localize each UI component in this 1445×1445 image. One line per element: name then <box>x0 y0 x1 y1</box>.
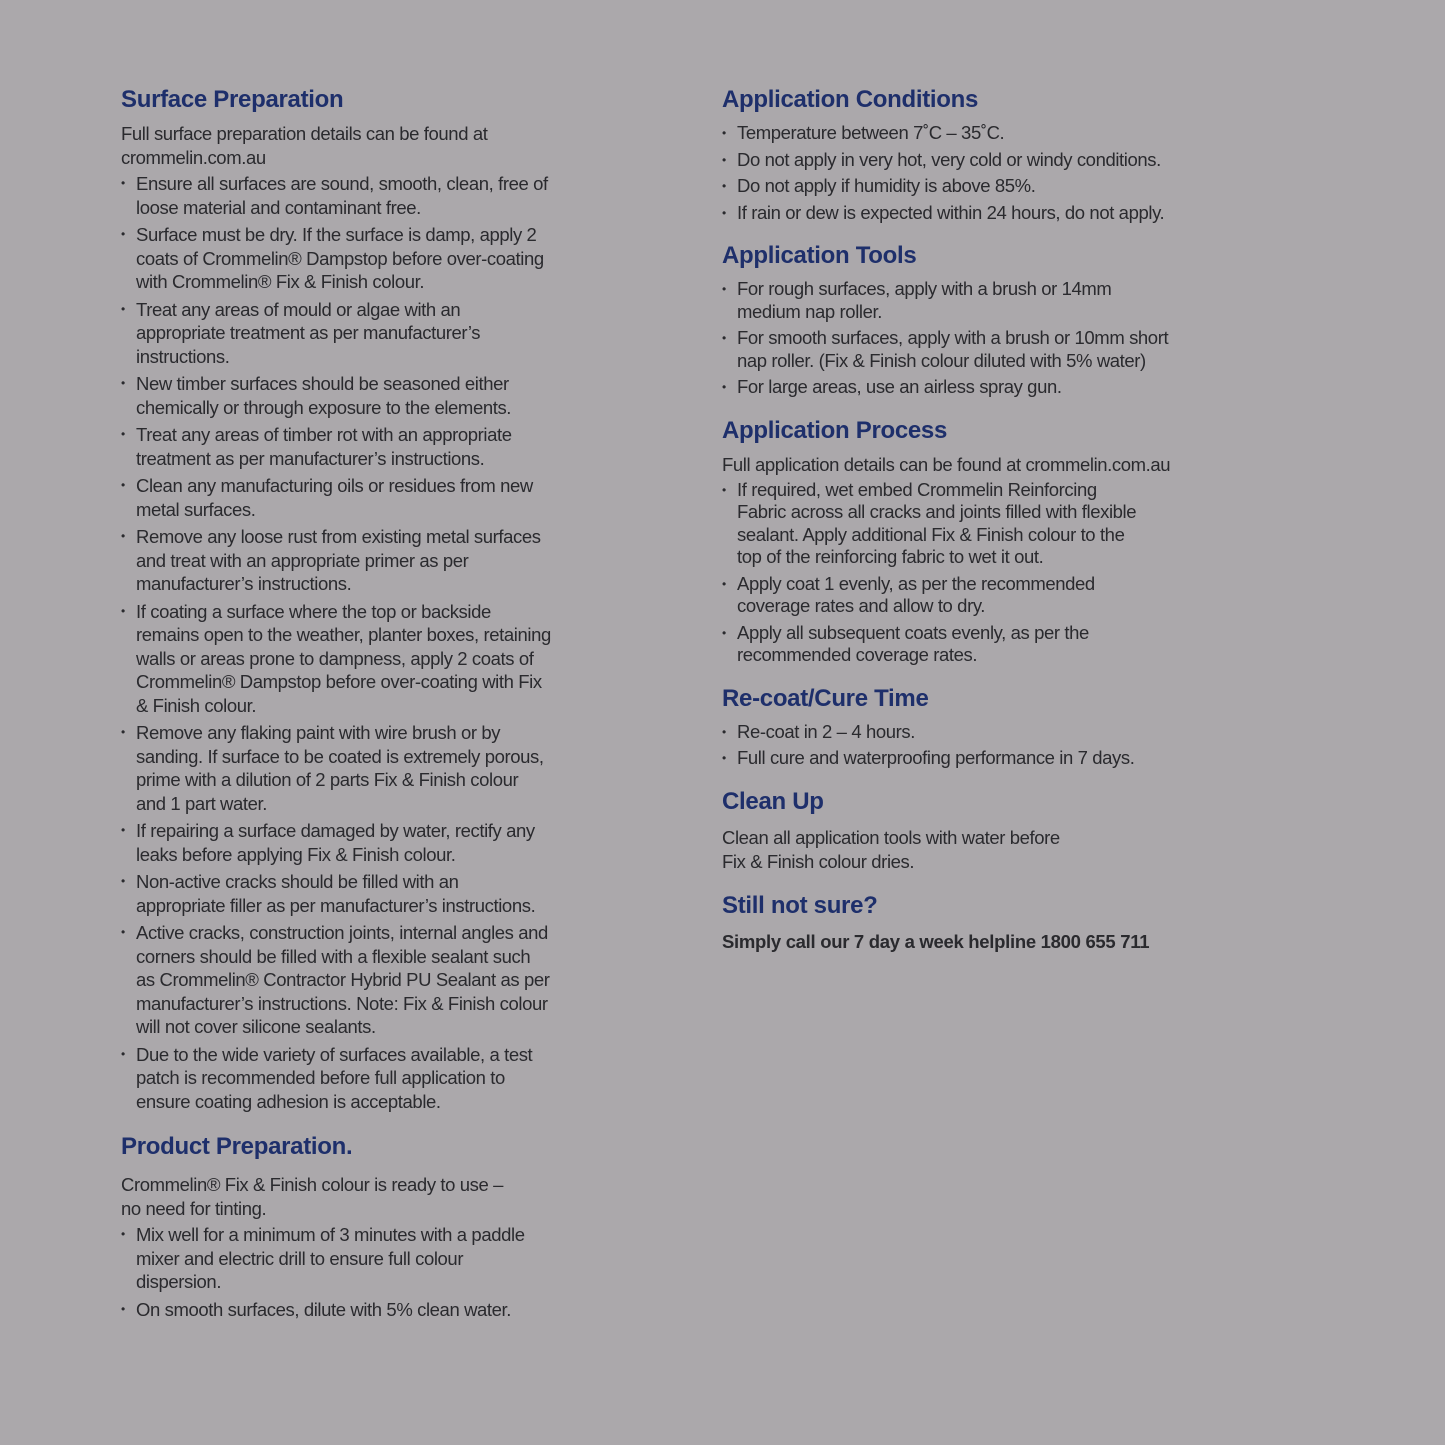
list-item-text: Mix well for a minimum of 3 minutes with a paddle mixer and electric drill to ensure full colour dispersion. <box>136 1224 525 1292</box>
support-section <box>722 890 1182 954</box>
bullet-icon: • <box>121 227 125 241</box>
bullet-icon: • <box>121 603 125 618</box>
recoat-cure-section <box>722 683 1182 770</box>
bullet-icon: • <box>722 576 726 591</box>
list-item-text: Re-coat in 2 – 4 hours. <box>737 720 915 742</box>
list-item-text: If rain or dew is expected within 24 hours, do not apply. <box>737 201 1165 223</box>
list-item <box>121 223 551 294</box>
bullet-icon: • <box>121 874 125 888</box>
surface-preparation-section <box>121 84 551 1113</box>
list-item-text: Ensure all surfaces are sound, smooth, clean, free of loose material and contaminant free. <box>136 173 548 218</box>
surface-preparation-list <box>121 172 551 1113</box>
application-tools-list <box>722 278 1172 399</box>
list-item <box>722 479 1147 569</box>
list-item-text: Surface must be dry. If the surface is damp, apply 2 coats of Crommelin® Dampstop before over-coating with Crommelin® Fix & Finish colour. <box>136 224 544 292</box>
list-item <box>121 474 551 521</box>
clean-up-section <box>722 786 1182 874</box>
surface-preparation-heading: Surface Preparation <box>121 86 344 113</box>
bullet-icon: • <box>121 1227 125 1241</box>
bullet-icon: • <box>722 724 726 739</box>
clean-up-heading: Clean Up <box>722 787 824 815</box>
bullet-icon: • <box>121 925 125 939</box>
product-preparation-heading: Product Preparation. <box>121 1133 353 1160</box>
bullet-icon: • <box>121 1046 125 1061</box>
list-item <box>722 278 1172 323</box>
list-item-text: Apply coat 1 evenly, as per the recommended coverage rates and allow to dry. <box>737 572 1095 616</box>
list-item <box>121 721 551 815</box>
list-item <box>722 376 1172 399</box>
application-conditions-section <box>722 84 1182 224</box>
bullet-icon: • <box>121 725 125 739</box>
list-item-text: Active cracks, construction joints, internal angles and corners should be filled with a flexible sealant such as Crommelin® Contractor Hybrid PU Sealant as per manufacturer’s instructions. Note: Fix & Finish colour will not cover silicone sealants. <box>136 922 550 1037</box>
bullet-icon: • <box>722 751 726 765</box>
list-item <box>722 573 1147 618</box>
list-item-text: Non-active cracks should be filled with an appropriate filler as per manufacturer’s instructions. <box>136 871 536 916</box>
application-tools-heading: Application Tools <box>722 242 917 269</box>
list-item <box>121 423 551 470</box>
recoat-cure-heading: Re-coat/Cure Time <box>722 684 929 712</box>
list-item-text: For smooth surfaces, apply with a brush or 10mm short nap roller. (Fix & Finish colour diluted with 5% water) <box>737 327 1169 371</box>
list-item-text: New timber surfaces should be seasoned either chemically or through exposure to the elements. <box>136 373 512 418</box>
list-item <box>121 172 551 219</box>
list-item-text: Due to the wide variety of surfaces available, a test patch is recommended before full application to ensure coating adhesion is acceptable. <box>136 1043 533 1112</box>
list-item <box>722 327 1172 372</box>
list-item-text: Apply all subsequent coats evenly, as per the recommended coverage rates. <box>737 621 1089 665</box>
bullet-icon: • <box>121 376 125 390</box>
application-process-intro: Full application details can be found at crommelin.com.au <box>722 453 1171 475</box>
list-item <box>121 1043 551 1114</box>
application-process-heading: Application Process <box>722 416 948 444</box>
list-item <box>121 298 551 369</box>
application-process-list <box>722 479 1147 667</box>
bullet-icon: • <box>121 301 125 316</box>
list-item-text: For rough surfaces, apply with a brush or 14mm medium nap roller. <box>737 278 1112 322</box>
left-column <box>121 84 551 1339</box>
list-item-text: Full cure and waterproofing performance in 7 days. <box>737 747 1135 768</box>
recoat-cure-list <box>722 721 1182 770</box>
list-item-text: Clean any manufacturing oils or residues from new metal surfaces. <box>136 475 533 520</box>
bullet-icon: • <box>121 478 125 492</box>
list-item <box>121 525 551 596</box>
bullet-icon: • <box>121 823 125 837</box>
list-item <box>121 1223 541 1294</box>
product-preparation-section <box>121 1131 551 1321</box>
list-item <box>722 175 1182 198</box>
bullet-icon: • <box>121 176 125 190</box>
list-item-text: Do not apply if humidity is above 85%. <box>737 175 1036 196</box>
bullet-icon: • <box>722 282 726 296</box>
bullet-icon: • <box>722 205 726 220</box>
list-item <box>722 622 1147 667</box>
application-conditions-heading: Application Conditions <box>722 86 979 113</box>
clean-up-text: Clean all application tools with water before Fix & Finish colour dries. <box>722 826 1060 872</box>
right-column <box>722 84 1182 970</box>
list-item <box>121 870 551 917</box>
bullet-icon: • <box>121 427 125 441</box>
list-item-text: Remove any flaking paint with wire brush or by sanding. If surface to be coated is extremely porous, prime with a dilution of 2 parts Fix & Finish colour and 1 part water. <box>136 722 544 814</box>
support-heading: Still not sure? <box>722 891 878 919</box>
list-item <box>121 819 551 866</box>
product-preparation-intro: Crommelin® Fix & Finish colour is ready to use – no need for tinting. <box>121 1174 504 1219</box>
list-item-text: For large areas, use an airless spray gun. <box>737 376 1062 397</box>
list-item <box>722 721 1182 744</box>
bullet-icon: • <box>722 179 726 193</box>
bullet-icon: • <box>722 331 726 345</box>
list-item-text: If required, wet embed Crommelin Reinforcing Fabric across all cracks and joints filled with flexible sealant. Apply additional Fix & Finish colour to the top of the reinforcing fabric to wet it out. <box>737 478 1137 567</box>
surface-preparation-intro: Full surface preparation details can be found at crommelin.com.au <box>121 123 488 168</box>
application-process-section <box>722 415 1182 667</box>
application-conditions-list <box>722 122 1182 224</box>
list-item <box>722 747 1182 770</box>
bullet-icon: • <box>722 482 726 497</box>
list-item-text: Temperature between 7˚C – 35˚C. <box>737 122 1005 143</box>
list-item-text: Remove any loose rust from existing metal surfaces and treat with an appropriate primer as per manufacturer’s instructions. <box>136 526 541 594</box>
list-item <box>121 372 551 419</box>
list-item-text: If coating a surface where the top or backside remains open to the weather, planter boxes, retaining walls or areas prone to dampness, apply 2 coats of Crommelin® Dampstop before over-coating with Fix & Finish colour. <box>136 600 551 716</box>
list-item-text: Treat any areas of mould or algae with an appropriate treatment as per manufacturer’s instructions. <box>136 298 481 367</box>
list-item <box>722 202 1182 225</box>
list-item <box>121 1298 541 1322</box>
list-item-text: Do not apply in very hot, very cold or windy conditions. <box>737 148 1161 170</box>
application-tools-section <box>722 240 1182 399</box>
list-item-text: If repairing a surface damaged by water, rectify any leaks before applying Fix & Finish colour. <box>136 820 535 865</box>
list-item <box>121 600 551 718</box>
list-item <box>722 122 1182 145</box>
bullet-icon: • <box>722 152 726 167</box>
bullet-icon: • <box>722 380 726 394</box>
bullet-icon: • <box>121 529 125 543</box>
bullet-icon: • <box>722 625 726 640</box>
list-item-text: Treat any areas of timber rot with an appropriate treatment as per manufacturer’s instructions. <box>136 424 512 469</box>
list-item-text: On smooth surfaces, dilute with 5% clean water. <box>136 1298 512 1320</box>
list-item <box>722 149 1182 172</box>
list-item <box>121 921 551 1039</box>
helpline-text: Simply call our 7 day a week helpline 1800 655 711 <box>722 930 1150 952</box>
bullet-icon: • <box>121 1301 125 1316</box>
product-preparation-list <box>121 1223 541 1321</box>
bullet-icon: • <box>722 126 726 140</box>
